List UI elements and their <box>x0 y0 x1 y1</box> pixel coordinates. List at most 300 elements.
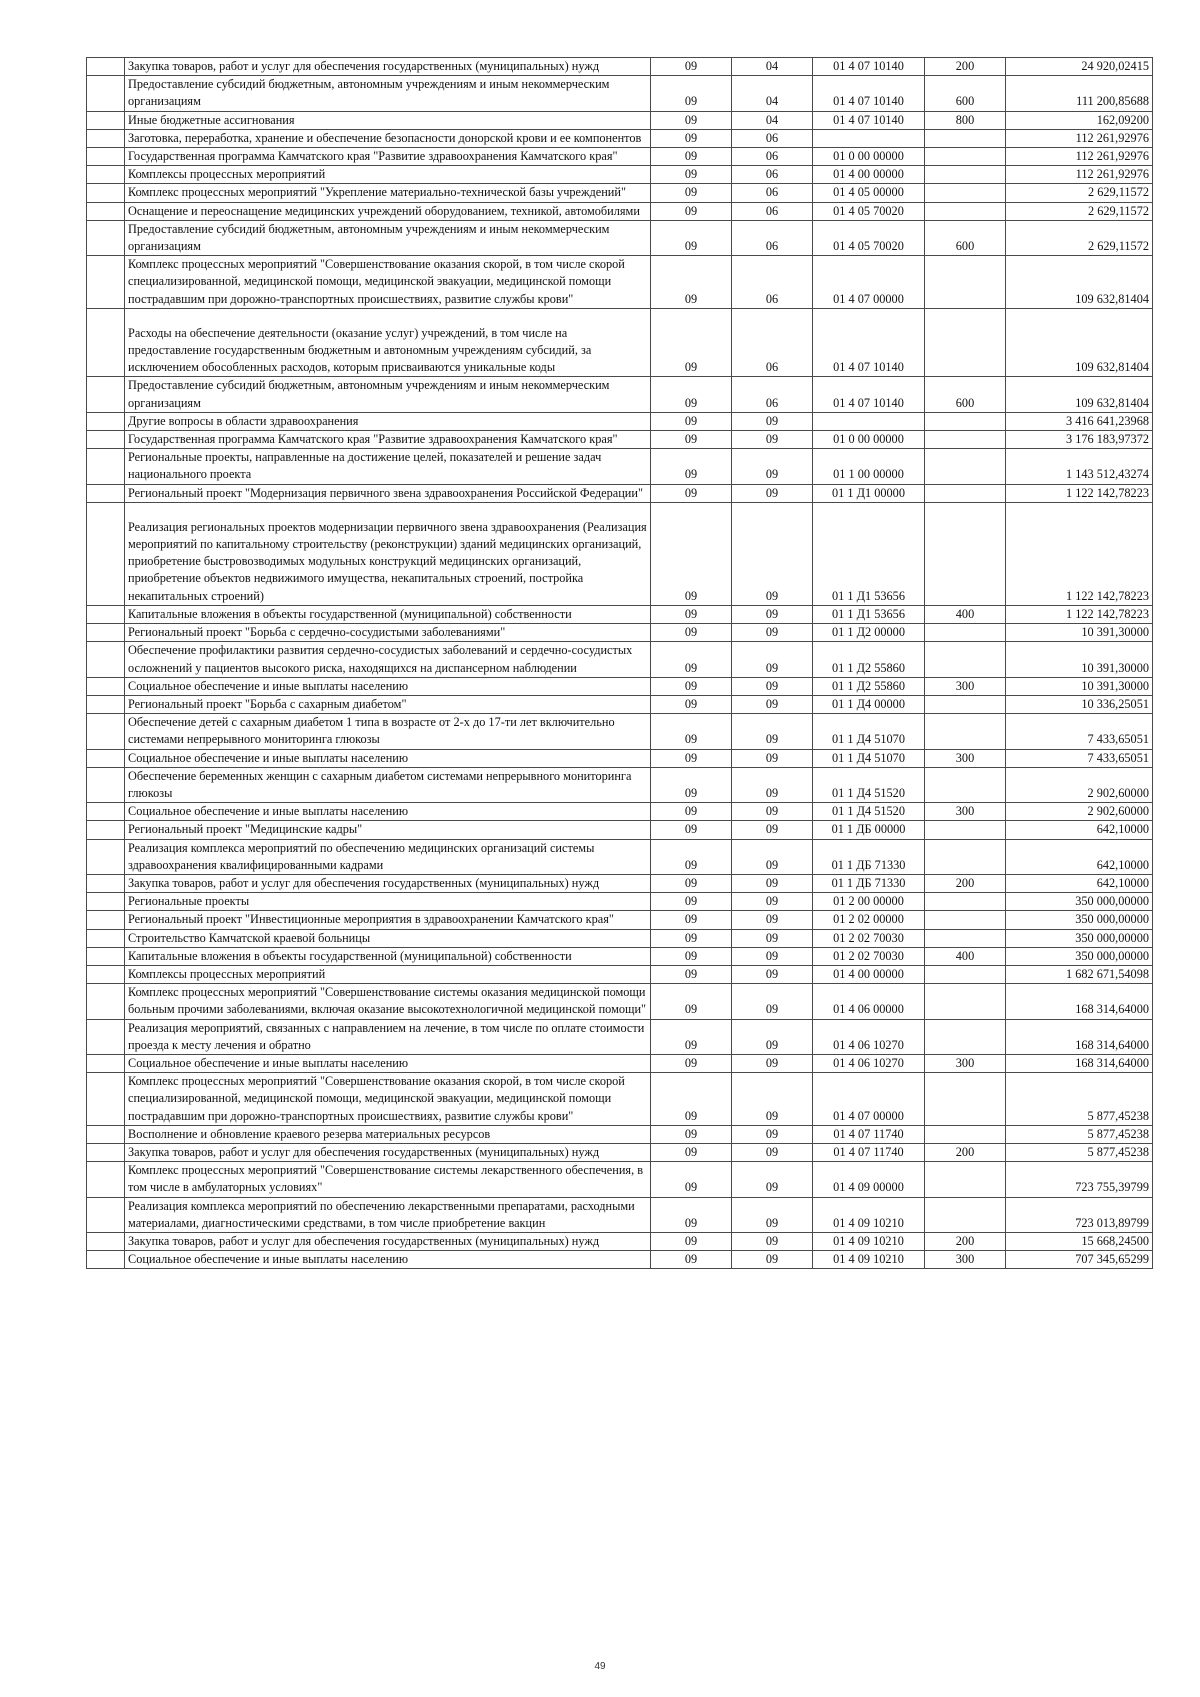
row-name-cell: Закупка товаров, работ и услуг для обеспечения государственных (муниципальных) нужд <box>125 58 651 76</box>
table-row <box>87 1233 1153 1251</box>
row-target-article-cell: 01 4 07 10140 <box>813 76 925 111</box>
row-section-cell: 09 <box>651 256 732 309</box>
row-expense-type-cell <box>925 984 1006 1019</box>
row-amount-cell: 10 391,30000 <box>1006 624 1153 642</box>
row-amount-cell: 2 902,60000 <box>1006 767 1153 802</box>
row-name-cell: Комплексы процессных мероприятий <box>125 965 651 983</box>
row-expense-type-cell: 300 <box>925 677 1006 695</box>
row-subsection-cell: 09 <box>732 624 813 642</box>
row-subsection-cell: 09 <box>732 431 813 449</box>
row-amount-cell: 3 416 641,23968 <box>1006 412 1153 430</box>
row-section-cell: 09 <box>651 1251 732 1269</box>
row-expense-type-cell: 800 <box>925 111 1006 129</box>
table-row <box>87 111 1153 129</box>
row-name-cell: Социальное обеспечение и иные выплаты населению <box>125 1251 651 1269</box>
row-target-article-cell: 01 4 07 00000 <box>813 256 925 309</box>
row-amount-cell: 111 200,85688 <box>1006 76 1153 111</box>
row-name-cell: Региональные проекты <box>125 893 651 911</box>
row-amount-cell: 642,10000 <box>1006 821 1153 839</box>
table-row <box>87 484 1153 502</box>
row-section-cell: 09 <box>651 929 732 947</box>
row-index-cell <box>87 412 125 430</box>
row-subsection-cell: 09 <box>732 911 813 929</box>
row-name-cell: Реализация комплекса мероприятий по обеспечению лекарственными препаратами, расходными материалами, диагностическими средствами, в том числе приобретение вакцин <box>125 1197 651 1232</box>
table-row <box>87 642 1153 677</box>
row-index-cell <box>87 502 125 605</box>
row-amount-cell: 2 629,11572 <box>1006 202 1153 220</box>
row-target-article-cell: 01 4 07 10140 <box>813 308 925 377</box>
row-name-cell: Региональные проекты, направленные на достижение целей, показателей и решение задач национального проекта <box>125 449 651 484</box>
row-subsection-cell: 09 <box>732 484 813 502</box>
row-expense-type-cell <box>925 893 1006 911</box>
row-name-cell: Государственная программа Камчатского края "Развитие здравоохранения Камчатского края" <box>125 148 651 166</box>
row-expense-type-cell <box>925 484 1006 502</box>
row-expense-type-cell <box>925 202 1006 220</box>
table-row <box>87 148 1153 166</box>
row-amount-cell: 10 391,30000 <box>1006 642 1153 677</box>
row-subsection-cell: 06 <box>732 129 813 147</box>
row-subsection-cell: 06 <box>732 148 813 166</box>
row-target-article-cell: 01 4 09 10210 <box>813 1197 925 1232</box>
row-name-cell: Расходы на обеспечение деятельности (оказание услуг) учреждений, в том числе на предоставление государственным бюджетным и автономным учреждениям субсидий, за исключением обособленных расходов, которым присваиваются уникальные коды <box>125 308 651 377</box>
row-amount-cell: 15 668,24500 <box>1006 1233 1153 1251</box>
table-row <box>87 256 1153 309</box>
row-name-cell: Государственная программа Камчатского края "Развитие здравоохранения Камчатского края" <box>125 431 651 449</box>
row-name-cell: Комплексы процессных мероприятий <box>125 166 651 184</box>
table-row <box>87 184 1153 202</box>
row-expense-type-cell <box>925 767 1006 802</box>
row-name-cell: Иные бюджетные ассигнования <box>125 111 651 129</box>
row-section-cell: 09 <box>651 874 732 892</box>
table-row <box>87 129 1153 147</box>
row-section-cell: 09 <box>651 695 732 713</box>
row-expense-type-cell <box>925 184 1006 202</box>
row-expense-type-cell <box>925 1197 1006 1232</box>
row-expense-type-cell: 300 <box>925 803 1006 821</box>
row-index-cell <box>87 308 125 377</box>
row-subsection-cell: 09 <box>732 605 813 623</box>
row-target-article-cell: 01 1 Д4 51520 <box>813 803 925 821</box>
row-target-article-cell: 01 1 ДБ 00000 <box>813 821 925 839</box>
row-index-cell <box>87 714 125 749</box>
row-section-cell: 09 <box>651 184 732 202</box>
row-expense-type-cell: 300 <box>925 749 1006 767</box>
row-index-cell <box>87 431 125 449</box>
row-subsection-cell: 06 <box>732 377 813 412</box>
row-name-cell: Социальное обеспечение и иные выплаты населению <box>125 677 651 695</box>
row-amount-cell: 112 261,92976 <box>1006 166 1153 184</box>
row-name-cell: Региональный проект "Инвестиционные мероприятия в здравоохранении Камчатского края" <box>125 911 651 929</box>
row-target-article-cell: 01 1 Д1 53656 <box>813 605 925 623</box>
row-amount-cell: 162,09200 <box>1006 111 1153 129</box>
row-amount-cell: 112 261,92976 <box>1006 129 1153 147</box>
row-amount-cell: 168 314,64000 <box>1006 1054 1153 1072</box>
row-section-cell: 09 <box>651 502 732 605</box>
row-index-cell <box>87 874 125 892</box>
row-name-cell: Комплекс процессных мероприятий "Совершенствование оказания скорой, в том числе скорой специализированной, медицинской помощи, медицинской эвакуации, медицинской помощи пострадавшим при дорожно-транспортных происшествиях, развитие службы крови" <box>125 1073 651 1126</box>
row-expense-type-cell <box>925 695 1006 713</box>
row-target-article-cell: 01 4 07 11740 <box>813 1143 925 1161</box>
row-amount-cell: 7 433,65051 <box>1006 749 1153 767</box>
row-name-cell: Закупка товаров, работ и услуг для обеспечения государственных (муниципальных) нужд <box>125 874 651 892</box>
row-target-article-cell: 01 4 00 00000 <box>813 965 925 983</box>
row-index-cell <box>87 1251 125 1269</box>
table-row <box>87 605 1153 623</box>
row-subsection-cell: 09 <box>732 642 813 677</box>
row-amount-cell: 723 013,89799 <box>1006 1197 1153 1232</box>
row-subsection-cell: 09 <box>732 821 813 839</box>
row-expense-type-cell <box>925 502 1006 605</box>
row-index-cell <box>87 202 125 220</box>
row-expense-type-cell <box>925 256 1006 309</box>
row-index-cell <box>87 1019 125 1054</box>
row-section-cell: 09 <box>651 984 732 1019</box>
table-row <box>87 984 1153 1019</box>
row-name-cell: Обеспечение детей с сахарным диабетом 1 типа в возрасте от 2-х до 17-ти лет включительно системами непрерывного мониторинга глюкозы <box>125 714 651 749</box>
row-target-article-cell: 01 4 07 10140 <box>813 58 925 76</box>
row-name-cell: Реализация региональных проектов модернизации первичного звена здравоохранения (Реализация мероприятий по капитальному строительству (реконструкции) зданий медицинских организаций, приобретение быстровозводимых модульных конструкций медицинских организаций, приобретение объектов недвижимого имущества, некапитальных строений, постройка некапитальных строений) <box>125 502 651 605</box>
row-name-cell: Заготовка, переработка, хранение и обеспечение безопасности донорской крови и ее компонентов <box>125 129 651 147</box>
table-row <box>87 714 1153 749</box>
row-name-cell: Реализация мероприятий, связанных с направлением на лечение, в том числе по оплате стоимости проезда к месту лечения и обратно <box>125 1019 651 1054</box>
row-name-cell: Социальное обеспечение и иные выплаты населению <box>125 1054 651 1072</box>
row-section-cell: 09 <box>651 58 732 76</box>
row-subsection-cell: 09 <box>732 767 813 802</box>
row-target-article-cell: 01 4 09 10210 <box>813 1233 925 1251</box>
row-target-article-cell: 01 1 00 00000 <box>813 449 925 484</box>
row-expense-type-cell <box>925 929 1006 947</box>
row-section-cell: 09 <box>651 947 732 965</box>
row-subsection-cell: 09 <box>732 984 813 1019</box>
row-target-article-cell: 01 2 02 70030 <box>813 929 925 947</box>
row-subsection-cell: 09 <box>732 695 813 713</box>
row-amount-cell: 1 122 142,78223 <box>1006 605 1153 623</box>
row-name-cell: Восполнение и обновление краевого резерва материальных ресурсов <box>125 1125 651 1143</box>
row-amount-cell: 1 143 512,43274 <box>1006 449 1153 484</box>
row-target-article-cell: 01 4 07 10140 <box>813 111 925 129</box>
row-section-cell: 09 <box>651 1197 732 1232</box>
row-index-cell <box>87 839 125 874</box>
row-subsection-cell: 09 <box>732 1197 813 1232</box>
row-target-article-cell: 01 4 05 00000 <box>813 184 925 202</box>
row-section-cell: 09 <box>651 677 732 695</box>
row-section-cell: 09 <box>651 642 732 677</box>
row-expense-type-cell: 300 <box>925 1054 1006 1072</box>
row-expense-type-cell <box>925 1073 1006 1126</box>
row-section-cell: 09 <box>651 1125 732 1143</box>
row-amount-cell: 109 632,81404 <box>1006 256 1153 309</box>
row-section-cell: 09 <box>651 202 732 220</box>
row-expense-type-cell <box>925 965 1006 983</box>
row-expense-type-cell <box>925 449 1006 484</box>
row-index-cell <box>87 1125 125 1143</box>
row-name-cell: Комплекс процессных мероприятий "Совершенствование системы лекарственного обеспечения, в том числе в амбулаторных условиях" <box>125 1162 651 1197</box>
row-amount-cell: 642,10000 <box>1006 874 1153 892</box>
table-row <box>87 624 1153 642</box>
table-row <box>87 1073 1153 1126</box>
row-expense-type-cell <box>925 129 1006 147</box>
row-section-cell: 09 <box>651 484 732 502</box>
row-name-cell: Другие вопросы в области здравоохранения <box>125 412 651 430</box>
table-row <box>87 220 1153 255</box>
row-target-article-cell: 01 4 05 70020 <box>813 202 925 220</box>
row-index-cell <box>87 1233 125 1251</box>
row-index-cell <box>87 984 125 1019</box>
row-index-cell <box>87 166 125 184</box>
row-section-cell: 09 <box>651 803 732 821</box>
row-section-cell: 09 <box>651 965 732 983</box>
row-expense-type-cell <box>925 839 1006 874</box>
row-subsection-cell: 09 <box>732 502 813 605</box>
table-row <box>87 749 1153 767</box>
row-expense-type-cell <box>925 148 1006 166</box>
row-section-cell: 09 <box>651 821 732 839</box>
row-target-article-cell: 01 1 Д4 51070 <box>813 749 925 767</box>
row-amount-cell: 350 000,00000 <box>1006 929 1153 947</box>
row-expense-type-cell: 200 <box>925 1233 1006 1251</box>
row-subsection-cell: 09 <box>732 449 813 484</box>
row-expense-type-cell: 400 <box>925 605 1006 623</box>
row-target-article-cell: 01 1 Д4 51520 <box>813 767 925 802</box>
row-expense-type-cell <box>925 911 1006 929</box>
row-index-cell <box>87 1054 125 1072</box>
row-expense-type-cell <box>925 1162 1006 1197</box>
row-amount-cell: 723 755,39799 <box>1006 1162 1153 1197</box>
table-row <box>87 1251 1153 1269</box>
row-section-cell: 09 <box>651 308 732 377</box>
row-section-cell: 09 <box>651 412 732 430</box>
table-row <box>87 874 1153 892</box>
row-section-cell: 09 <box>651 166 732 184</box>
row-amount-cell: 350 000,00000 <box>1006 893 1153 911</box>
row-subsection-cell: 09 <box>732 677 813 695</box>
row-name-cell: Комплекс процессных мероприятий "Совершенствование оказания скорой, в том числе скорой специализированной, медицинской помощи, медицинской эвакуации, медицинской помощи пострадавшим при дорожно-транспортных происшествиях, развитие службы крови" <box>125 256 651 309</box>
row-subsection-cell: 09 <box>732 714 813 749</box>
row-expense-type-cell <box>925 431 1006 449</box>
row-index-cell <box>87 695 125 713</box>
row-target-article-cell: 01 0 00 00000 <box>813 148 925 166</box>
row-subsection-cell: 09 <box>732 1143 813 1161</box>
row-section-cell: 09 <box>651 624 732 642</box>
row-expense-type-cell: 600 <box>925 220 1006 255</box>
row-index-cell <box>87 1162 125 1197</box>
row-subsection-cell: 09 <box>732 412 813 430</box>
row-expense-type-cell: 300 <box>925 1251 1006 1269</box>
row-subsection-cell: 09 <box>732 1054 813 1072</box>
page-number: 49 <box>594 1661 606 1672</box>
row-subsection-cell: 06 <box>732 220 813 255</box>
row-subsection-cell: 09 <box>732 874 813 892</box>
row-target-article-cell: 01 4 07 00000 <box>813 1073 925 1126</box>
row-section-cell: 09 <box>651 1162 732 1197</box>
row-index-cell <box>87 803 125 821</box>
row-index-cell <box>87 911 125 929</box>
row-target-article-cell: 01 1 Д2 00000 <box>813 624 925 642</box>
row-expense-type-cell <box>925 308 1006 377</box>
row-index-cell <box>87 821 125 839</box>
row-section-cell: 09 <box>651 1019 732 1054</box>
table-row <box>87 1054 1153 1072</box>
row-target-article-cell: 01 4 09 10210 <box>813 1251 925 1269</box>
row-target-article-cell: 01 2 02 00000 <box>813 911 925 929</box>
row-index-cell <box>87 184 125 202</box>
table-row <box>87 76 1153 111</box>
row-subsection-cell: 09 <box>732 965 813 983</box>
table-row <box>87 502 1153 605</box>
row-target-article-cell: 01 4 07 11740 <box>813 1125 925 1143</box>
row-index-cell <box>87 484 125 502</box>
row-name-cell: Оснащение и переоснащение медицинских учреждений оборудованием, техникой, автомобилями <box>125 202 651 220</box>
row-amount-cell: 7 433,65051 <box>1006 714 1153 749</box>
row-name-cell: Региональный проект "Модернизация первичного звена здравоохранения Российской Федерации" <box>125 484 651 502</box>
row-name-cell: Региональный проект "Борьба с сахарным диабетом" <box>125 695 651 713</box>
row-subsection-cell: 09 <box>732 1233 813 1251</box>
table-row <box>87 1019 1153 1054</box>
row-expense-type-cell: 600 <box>925 377 1006 412</box>
row-target-article-cell <box>813 412 925 430</box>
row-amount-cell: 2 629,11572 <box>1006 220 1153 255</box>
row-section-cell: 09 <box>651 1073 732 1126</box>
row-index-cell <box>87 220 125 255</box>
row-section-cell: 09 <box>651 111 732 129</box>
row-index-cell <box>87 148 125 166</box>
table-row <box>87 308 1153 377</box>
table-row <box>87 412 1153 430</box>
row-target-article-cell: 01 1 ДБ 71330 <box>813 839 925 874</box>
row-target-article-cell: 01 4 06 00000 <box>813 984 925 1019</box>
table-row <box>87 1143 1153 1161</box>
budget-table <box>86 57 1153 1269</box>
row-target-article-cell: 01 4 07 10140 <box>813 377 925 412</box>
row-name-cell: Капитальные вложения в объекты государственной (муниципальной) собственности <box>125 605 651 623</box>
row-section-cell: 09 <box>651 449 732 484</box>
row-target-article-cell: 01 2 02 70030 <box>813 947 925 965</box>
row-name-cell: Реализация комплекса мероприятий по обеспечению медицинских организаций системы здравоохранения квалифицированными кадрами <box>125 839 651 874</box>
row-target-article-cell: 01 1 Д2 55860 <box>813 642 925 677</box>
row-index-cell <box>87 111 125 129</box>
row-target-article-cell: 01 4 06 10270 <box>813 1054 925 1072</box>
row-expense-type-cell <box>925 624 1006 642</box>
row-expense-type-cell <box>925 714 1006 749</box>
row-name-cell: Социальное обеспечение и иные выплаты населению <box>125 803 651 821</box>
row-amount-cell: 168 314,64000 <box>1006 1019 1153 1054</box>
row-amount-cell: 109 632,81404 <box>1006 377 1153 412</box>
row-section-cell: 09 <box>651 893 732 911</box>
row-section-cell: 09 <box>651 714 732 749</box>
row-subsection-cell: 09 <box>732 803 813 821</box>
row-name-cell: Комплекс процессных мероприятий "Совершенствование системы оказания медицинской помощи больным прочими заболеваниями, включая оказание высокотехнологичной медицинской помощи" <box>125 984 651 1019</box>
row-target-article-cell: 01 4 06 10270 <box>813 1019 925 1054</box>
row-amount-cell: 5 877,45238 <box>1006 1073 1153 1126</box>
row-expense-type-cell: 200 <box>925 874 1006 892</box>
row-amount-cell: 10 336,25051 <box>1006 695 1153 713</box>
row-index-cell <box>87 624 125 642</box>
row-name-cell: Социальное обеспечение и иные выплаты населению <box>125 749 651 767</box>
table-row <box>87 677 1153 695</box>
row-amount-cell: 5 877,45238 <box>1006 1143 1153 1161</box>
row-section-cell: 09 <box>651 220 732 255</box>
row-name-cell: Региональный проект "Медицинские кадры" <box>125 821 651 839</box>
row-expense-type-cell <box>925 412 1006 430</box>
row-section-cell: 09 <box>651 148 732 166</box>
row-subsection-cell: 09 <box>732 893 813 911</box>
row-target-article-cell: 01 0 00 00000 <box>813 431 925 449</box>
row-index-cell <box>87 76 125 111</box>
row-section-cell: 09 <box>651 377 732 412</box>
row-subsection-cell: 09 <box>732 1073 813 1126</box>
table-row <box>87 1197 1153 1232</box>
row-target-article-cell: 01 4 05 70020 <box>813 220 925 255</box>
row-index-cell <box>87 965 125 983</box>
row-amount-cell: 168 314,64000 <box>1006 984 1153 1019</box>
row-subsection-cell: 04 <box>732 111 813 129</box>
row-amount-cell: 112 261,92976 <box>1006 148 1153 166</box>
row-name-cell: Строительство Камчатской краевой больницы <box>125 929 651 947</box>
row-amount-cell: 2 629,11572 <box>1006 184 1153 202</box>
row-amount-cell: 109 632,81404 <box>1006 308 1153 377</box>
row-subsection-cell: 06 <box>732 202 813 220</box>
row-amount-cell: 1 122 142,78223 <box>1006 484 1153 502</box>
table-row <box>87 839 1153 874</box>
row-target-article-cell: 01 1 Д2 55860 <box>813 677 925 695</box>
row-amount-cell: 350 000,00000 <box>1006 947 1153 965</box>
row-subsection-cell: 09 <box>732 929 813 947</box>
row-subsection-cell: 06 <box>732 256 813 309</box>
row-name-cell: Предоставление субсидий бюджетным, автономным учреждениям и иным некоммерческим организациям <box>125 377 651 412</box>
row-subsection-cell: 09 <box>732 1019 813 1054</box>
table-row <box>87 377 1153 412</box>
table-row <box>87 767 1153 802</box>
row-expense-type-cell: 600 <box>925 76 1006 111</box>
row-name-cell: Комплекс процессных мероприятий "Укрепление материально-технической базы учреждений" <box>125 184 651 202</box>
row-amount-cell: 5 877,45238 <box>1006 1125 1153 1143</box>
row-index-cell <box>87 677 125 695</box>
row-target-article-cell: 01 1 ДБ 71330 <box>813 874 925 892</box>
row-index-cell <box>87 767 125 802</box>
table-row <box>87 947 1153 965</box>
row-target-article-cell: 01 1 Д1 00000 <box>813 484 925 502</box>
row-section-cell: 09 <box>651 767 732 802</box>
row-index-cell <box>87 58 125 76</box>
row-section-cell: 09 <box>651 911 732 929</box>
row-index-cell <box>87 929 125 947</box>
table-row <box>87 893 1153 911</box>
row-subsection-cell: 06 <box>732 166 813 184</box>
row-index-cell <box>87 129 125 147</box>
row-section-cell: 09 <box>651 605 732 623</box>
table-row <box>87 1125 1153 1143</box>
row-expense-type-cell <box>925 821 1006 839</box>
row-amount-cell: 350 000,00000 <box>1006 911 1153 929</box>
row-section-cell: 09 <box>651 129 732 147</box>
table-row <box>87 449 1153 484</box>
row-section-cell: 09 <box>651 749 732 767</box>
row-subsection-cell: 04 <box>732 58 813 76</box>
row-section-cell: 09 <box>651 839 732 874</box>
row-index-cell <box>87 947 125 965</box>
table-row <box>87 1162 1153 1197</box>
row-name-cell: Обеспечение профилактики развития сердечно-сосудистых заболеваний и сердечно-сосудистых осложнений у пациентов высокого риска, находящихся на диспансерном наблюдении <box>125 642 651 677</box>
row-index-cell <box>87 1143 125 1161</box>
row-subsection-cell: 06 <box>732 184 813 202</box>
row-target-article-cell: 01 1 Д4 00000 <box>813 695 925 713</box>
table-row <box>87 821 1153 839</box>
row-amount-cell: 1 122 142,78223 <box>1006 502 1153 605</box>
row-expense-type-cell <box>925 166 1006 184</box>
row-subsection-cell: 09 <box>732 839 813 874</box>
table-row <box>87 929 1153 947</box>
table-row <box>87 911 1153 929</box>
